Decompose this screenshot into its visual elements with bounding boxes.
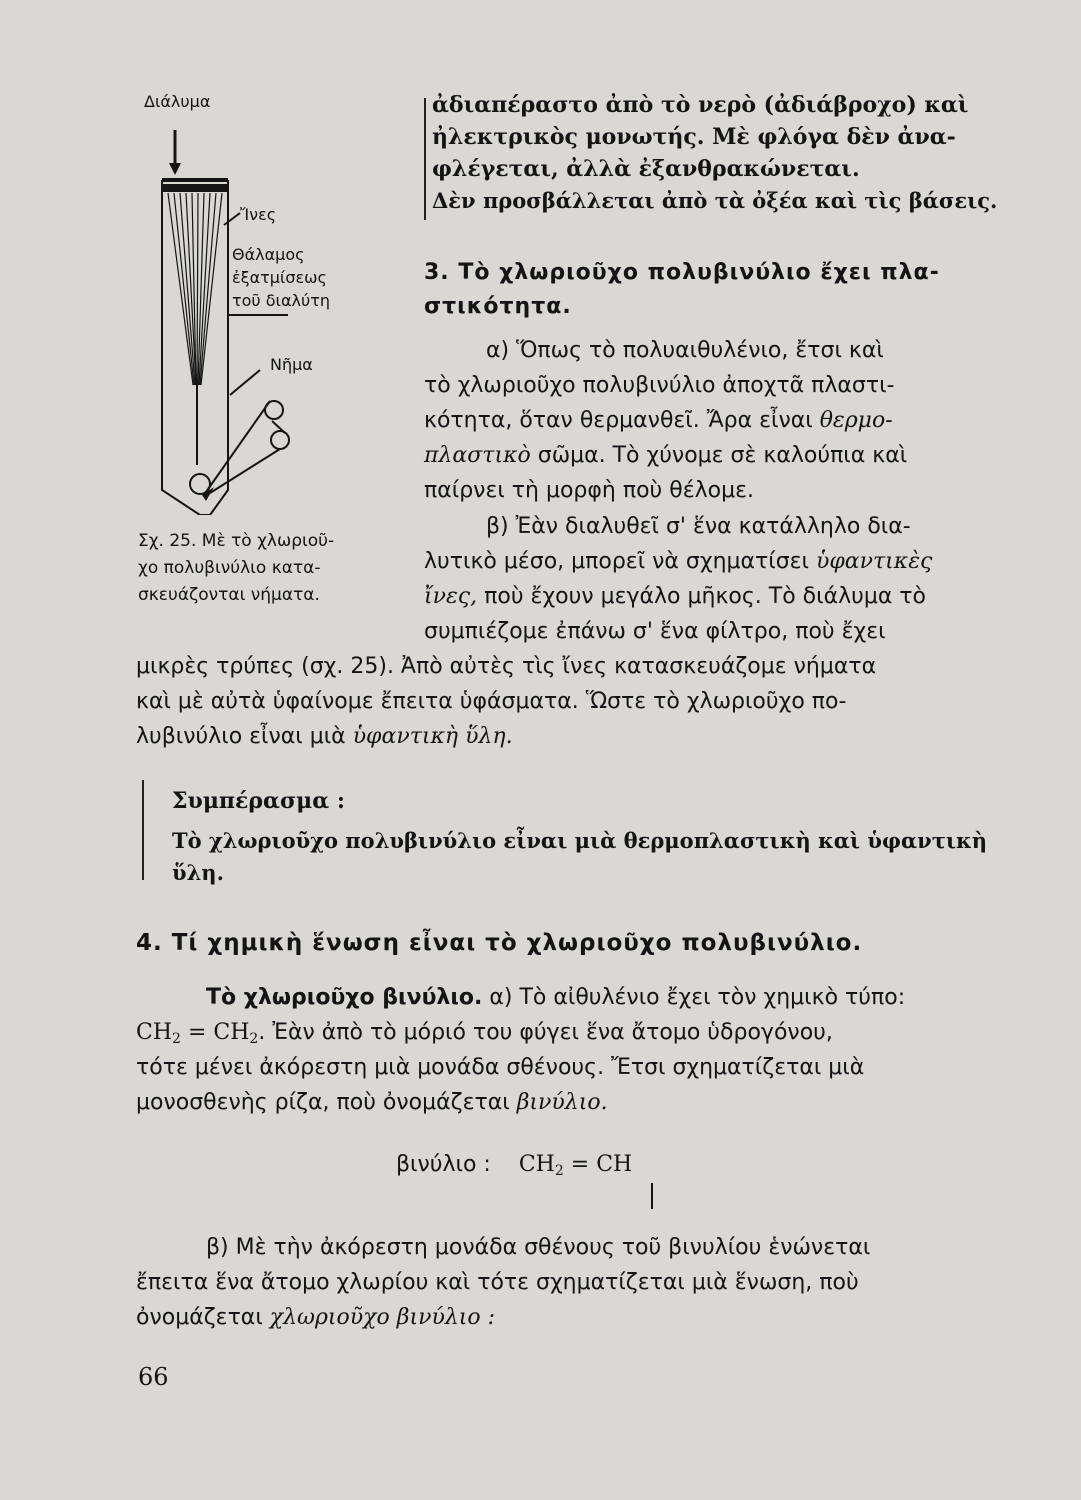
label-solution: Διάλυμα [144,92,211,111]
para-a-line: πλαστικὸ σῶμα. Τὸ χύνομε σὲ καλούπια καὶ [424,443,908,468]
para-a-line: τὸ χλωριοῦχο πολυβινύλιο ἀποχτᾶ πλαστι- [424,373,895,398]
section-4-line: $CH_2 = CH_2$. Ἐὰν ἀπὸ τὸ μόριό του φύγει ἕνα ἄτομο ὑδρογόνου, [136,1020,833,1047]
label-chamber-1: Θάλαμος [232,245,305,264]
para-b-line: ἴνες, ποὺ ἔχουν μεγάλο μῆκος. Τὸ διάλυμα τὸ [424,584,927,609]
para-a-line: κότητα, ὅταν θερμανθεῖ. Ἄρα εἶναι θερμο- [424,408,893,433]
section-3-heading: 3. Τὸ χλωριοῦχο πολυβινύλιο ἔχει πλα- [424,260,940,285]
para-b-line: καὶ μὲ αὐτὰ ὑφαίνομε ἔπειτα ὑφάσματα. Ὥστε τὸ χλωριοῦχο πο- [136,689,847,714]
section-3-heading: στικότητα. [424,294,572,319]
page-number: 66 [138,1363,169,1391]
label-thread: Νῆμα [270,355,313,374]
conclusion-rule [142,780,144,880]
section-4-line: τότε μένει ἀκόρεστη μιὰ μονάδα σθένους. Ἔτσι σχηματίζεται μιὰ [136,1055,865,1080]
side-rule [424,98,426,220]
section-4-line: μονοσθενὴς ρίζα, ποὺ ὀνομάζεται βινύλιο. [136,1090,608,1115]
intro-line: Δὲν προσβάλλεται ἀπὸ τὰ ὀξέα καὶ τὶς βάσεις. [432,188,998,213]
label-fibers: Ἴνες [240,205,277,224]
section-4-line: ἔπειτα ἕνα ἄτομο χλωρίου καὶ τότε σχηματίζεται μιὰ ἕνωση, ποὺ [136,1270,859,1295]
intro-line: ἠλεκτρικὸς μονωτής. Μὲ φλόγα δὲν ἀνα- [432,124,956,150]
figure-caption-line: χο πολυβινύλιο κατα- [138,558,321,578]
figure-caption-line: σκευάζονται νήματα. [138,585,320,605]
section-4-line: ὀνομάζεται χλωριοῦχο βινύλιο : [136,1305,496,1330]
intro-line: ἀδιαπέραστο ἀπὸ τὸ νερὸ (ἀδιάβροχο) καὶ [432,92,969,118]
section-4-line: β) Μὲ τὴν ἀκόρεστη μονάδα σθένους τοῦ βινυλίου ἑνώνεται [206,1235,871,1260]
para-b-line: συμπιέζομε ἐπάνω σ' ἕνα φίλτρο, ποὺ ἔχει [424,619,886,644]
para-a-line: παίρνει τὴ μορφὴ ποὺ θέλομε. [424,478,754,503]
intro-line: φλέγεται, ἀλλὰ ἐξανθρακώνεται. [432,156,860,182]
para-b-line: μικρὲς τρύπες (σχ. 25). Ἀπὸ αὐτὲς τὶς ἴνες κατασκευάζομε νήματα [136,654,877,679]
label-chamber-2: ἐξατμίσεως [232,268,327,287]
para-a-line: α) Ὅπως τὸ πολυαιθυλένιο, ἔτσι καὶ [486,338,884,363]
conclusion-text: Τὸ χλωριοῦχο πολυβινύλιο εἶναι μιὰ θερμοπλαστικὴ καὶ ὑφαντικὴ [172,828,988,853]
para-b-line: β) Ἐὰν διαλυθεῖ σ' ἕνα κατάλληλο δια- [486,514,911,539]
section-4-heading: 4. Τί χημικὴ ἕνωση εἶναι τὸ χλωριοῦχο πολυβινύλιο. [136,930,863,956]
para-b-line: λυτικὸ μέσο, μπορεῖ νὰ σχηματίσει ὑφαντικὲς [424,549,933,574]
section-4-line: Τὸ χλωριοῦχο βινύλιο. α) Τὸ αἰθυλένιο ἔχει τὸν χημικὸ τύπο: [206,985,906,1010]
vinyl-formula: βινύλιο : $CH_2$ = CH [396,1152,633,1179]
label-chamber-3: τοῦ διαλύτη [232,291,331,310]
para-b-line: λυβινύλιο εἶναι μιὰ ὑφαντικὴ ὕλη. [136,724,513,749]
valence-bond [651,1183,653,1209]
conclusion-title: Συμπέρασμα : [172,788,345,814]
figure-caption-line: Σχ. 25. Μὲ τὸ χλωριοῦ- [138,531,335,551]
conclusion-text: ὕλη. [172,860,224,885]
